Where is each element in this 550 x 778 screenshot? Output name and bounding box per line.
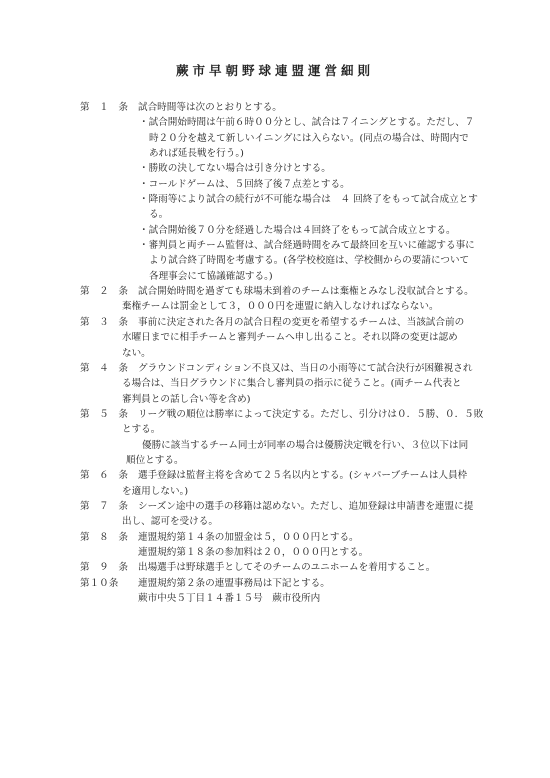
article-line: 選手登録は監督主将を含めて２５名以内とする。(シャパーブチームは人員枠	[138, 470, 468, 482]
article-8	[80, 530, 480, 561]
article-line: 試合時間等は次のとおりとする。	[138, 102, 282, 113]
article-label: 第 ４ 条	[80, 362, 128, 374]
article-line: ・試合開始時間は午前６時００分とし、試合は７イニングとする。ただし、７	[139, 117, 475, 129]
article-4	[80, 361, 480, 407]
article-line: 時２０分を越えて新しいイニングには入らない。(同点の場合は、時間内で	[149, 132, 469, 144]
article-line: 連盟規約第１４条の加盟金は５，０００円とする。	[138, 531, 359, 543]
article-line: ・コールドゲームは、５回終了後７点差とする。	[139, 178, 350, 190]
article-9	[80, 560, 480, 575]
article-5	[80, 407, 484, 468]
article-line: を適用しない。)	[122, 485, 189, 497]
article-line: る。	[149, 209, 169, 221]
article-line: 優勝に該当するチーム同士が同率の場合は優勝決定戦を行い、３位以下は同	[142, 439, 469, 451]
article-line: 試合開始時間を過ぎても球場未到着のチームは棄権とみなし没収試合とする。	[138, 286, 474, 298]
article-line: 事前に決定された各月の試合日程の変更を希望するチームは、当該試合前の	[138, 316, 465, 328]
article-line: ・降雨等により試合の続行が不可能な場合は ４ 回終了をもって試合成立とす	[139, 194, 478, 206]
article-1	[80, 100, 480, 284]
article-line: 出場選手は野球選手としてそのチームのユニホームを着用すること。	[138, 562, 436, 574]
article-line: ・試合開始後７０分を経過した場合は４回終了をもって試合成立とする。	[139, 224, 456, 236]
article-3	[80, 315, 480, 361]
article-line: シーズン途中の選手の移籍は認めない。ただし、追加登録は申請書を連盟に提	[138, 500, 474, 512]
article-label: 第１０条	[80, 577, 119, 589]
article-label: 第 ９ 条	[80, 562, 128, 574]
article-line: 棄権チームは罰金として３，０００円を連盟に納入しなければならない。	[122, 301, 439, 313]
article-label: 第 ２ 条	[80, 286, 128, 298]
article-label: 第 ７ 条	[80, 500, 128, 512]
article-line: 連盟規約第２条の連盟事務局は下記とする。	[138, 577, 330, 589]
article-line: 水曜日までに相手チームと審判チームへ申し出ること。それ以降の変更は認め	[122, 332, 458, 344]
article-line: 各理事会にて協議確認する。)	[149, 270, 273, 282]
article-line: ・審判員と両チーム監督は、試合経過時間をみて最終回を互いに確認する事に	[139, 240, 475, 252]
article-line: 審判員との話し合い等を含め)	[122, 393, 251, 405]
article-line: ・勝敗の決してない場合は引き分けとする。	[139, 163, 331, 175]
article-line: 出し、認可を受ける。	[122, 516, 218, 528]
article-line: 連盟規約第１８条の参加料は２０，０００円とする。	[138, 546, 369, 558]
article-line: あれば延長戦を行う。)	[149, 148, 244, 160]
article-label: 第 ３ 条	[80, 316, 128, 328]
article-label: 第 ８ 条	[80, 531, 128, 543]
article-line: る場合は、当日グラウンドに集合し審判員の指示に従うこと。(両チーム代表と	[122, 378, 462, 390]
article-label: 第 ６ 条	[80, 470, 128, 482]
article-line: ない。	[122, 347, 151, 359]
article-line: リーグ戦の順位は勝率によって決定する。ただし、引分けは０．５勝、０．５敗	[138, 408, 484, 420]
article-line: 蕨市中央５丁目１４番１５号 蕨市役所内	[138, 593, 321, 604]
article-10	[80, 576, 480, 607]
article-line: 順位とする。	[126, 454, 184, 466]
article-line: とする。	[122, 424, 161, 436]
document-title: 蕨市早朝野球連盟運営細則	[175, 63, 374, 78]
article-7	[80, 499, 480, 530]
article-label: 第 ５ 条	[80, 408, 128, 420]
article-line: グラウンドコンディション不良又は、当日の小雨等にて試合決行が困難視され	[138, 362, 473, 374]
article-6	[80, 468, 480, 499]
articles-list	[80, 100, 484, 606]
article-2	[80, 284, 480, 315]
article-label: 第 １ 条	[80, 102, 128, 113]
article-line: より試合終了時間を考慮する。(各学校校庭は、学校側からの要請について	[149, 255, 470, 267]
